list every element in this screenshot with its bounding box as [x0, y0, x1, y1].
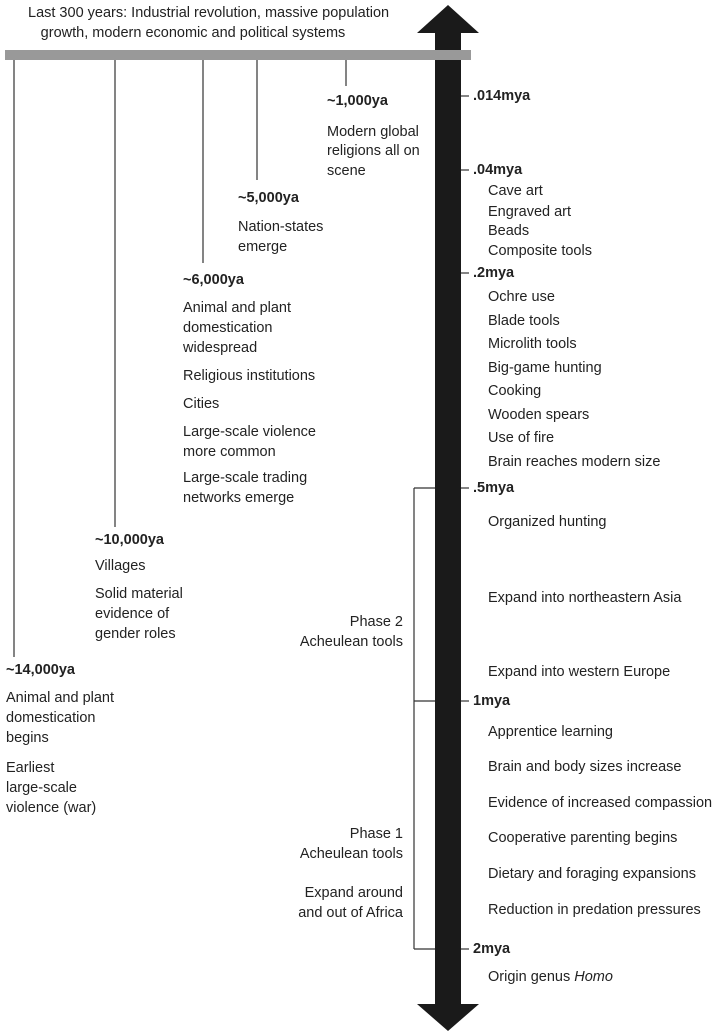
event: Big-game hunting	[488, 360, 602, 376]
event: Wooden spears	[488, 407, 590, 423]
header-text	[28, 3, 390, 43]
event: Engraved art	[488, 204, 572, 220]
event: Cooperative parenting begins	[488, 830, 678, 846]
event: Use of fire	[488, 430, 555, 446]
event: Villages	[95, 558, 146, 574]
event: Reduction in predation pressures	[488, 902, 701, 918]
event: Cave art	[488, 183, 543, 199]
recent-300-years-bar	[5, 50, 471, 60]
phase1-line: Expand around	[304, 885, 403, 901]
event: gender roles	[95, 626, 176, 642]
mya-04-label: .04mya	[473, 162, 523, 178]
phase2-line: Phase 2	[349, 614, 403, 630]
mya-1-label: 1mya	[473, 693, 511, 709]
event: Composite tools	[488, 243, 592, 259]
time-arrow-shaft	[435, 32, 461, 1005]
phase2-line: Acheulean tools	[299, 634, 403, 650]
phase1-line: and out of Africa	[298, 905, 403, 921]
event: Religious institutions	[183, 368, 316, 384]
mya-2-label: .2mya	[473, 265, 515, 281]
event: Expand into western Europe	[488, 664, 671, 680]
event: Evidence of increased compassion	[488, 795, 713, 811]
phase1-line: Phase 1	[349, 826, 403, 842]
event: Ochre use	[488, 289, 555, 305]
event: Large-scale violence	[183, 424, 316, 440]
event: Expand into northeastern Asia	[488, 590, 682, 606]
event: Brain and body sizes increase	[488, 759, 682, 775]
mya-014-label: .014mya	[473, 88, 531, 104]
genus-name: Homo	[574, 969, 613, 985]
ya14000-label: ~14,000ya	[6, 662, 75, 678]
event: widespread	[183, 340, 258, 356]
event: Cities	[183, 396, 220, 412]
event: emerge	[238, 239, 288, 255]
ya1000-label: ~1,000ya	[327, 93, 388, 109]
ya10000-label: ~10,000ya	[95, 532, 164, 548]
mya-2y-label: 2mya	[473, 941, 511, 957]
event: Nation-states	[238, 219, 324, 235]
event: Blade tools	[488, 313, 560, 329]
event: domestication	[183, 320, 273, 336]
event: more common	[183, 444, 276, 460]
event-text: Origin genus	[488, 969, 575, 985]
ya6000-label: ~6,000ya	[183, 272, 244, 288]
event: Brain reaches modern size	[488, 454, 661, 470]
event: Cooking	[488, 383, 542, 399]
mya-5-label: .5mya	[473, 480, 515, 496]
event: violence (war)	[6, 800, 97, 816]
event: begins	[6, 730, 49, 746]
event: domestication	[6, 710, 96, 726]
event: Dietary and foraging expansions	[488, 866, 696, 882]
event: Organized hunting	[488, 514, 607, 530]
event: Solid material	[95, 586, 183, 602]
event: Animal and plant	[183, 300, 292, 316]
header-line: growth, modern economic and political systems	[40, 25, 346, 41]
event: Apprentice learning	[488, 724, 613, 740]
event: networks emerge	[183, 490, 295, 506]
event: Animal and plant	[6, 690, 115, 706]
event: large-scale	[6, 780, 77, 796]
event: Modern global	[327, 124, 419, 140]
ya5000-label: ~5,000ya	[238, 190, 299, 206]
arrow-head-up	[417, 5, 479, 33]
event: religions all on	[327, 143, 420, 159]
event: evidence of	[95, 606, 170, 622]
arrow-head-down	[417, 1004, 479, 1031]
event-origin-homo	[488, 967, 613, 987]
header-line: Last 300 years: Industrial revolution, massive population	[28, 5, 390, 21]
event: scene	[327, 163, 366, 179]
phase1-line: Acheulean tools	[299, 846, 403, 862]
event: Earliest	[6, 760, 55, 776]
event: Microlith tools	[488, 336, 577, 352]
event: Beads	[488, 223, 530, 239]
event: Large-scale trading	[183, 470, 308, 486]
